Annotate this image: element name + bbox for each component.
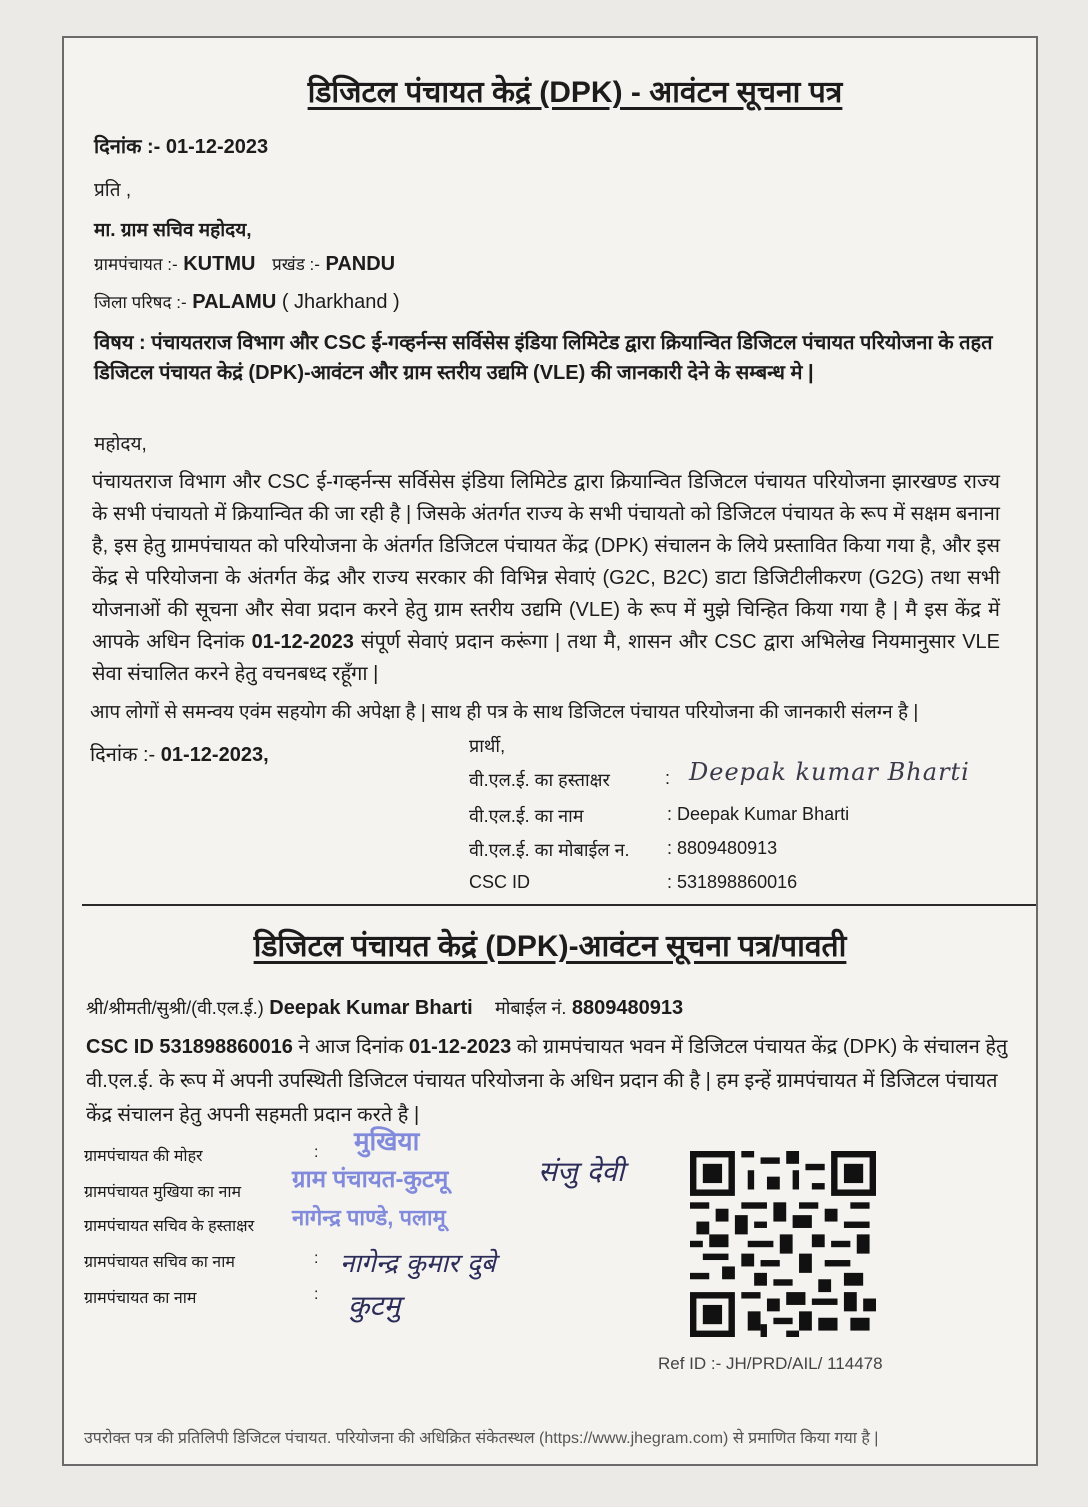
csc-id-row [469, 872, 798, 893]
panchayat-name-colon: : [314, 1286, 319, 1303]
date2-label: दिनांक :- [90, 744, 156, 766]
receipt-date: 01-12-2023 [408, 1036, 512, 1058]
section-divider [82, 904, 1036, 906]
csc-id-value: : 531898860016 [667, 872, 798, 892]
secretary-sign-label: ग्रामपंचायत सचिव के हस्ताक्षर [84, 1218, 255, 1235]
panchayat-label: ग्रामपंचायत :- [94, 255, 178, 274]
panchayat-name-label: ग्रामपंचायत का नाम [84, 1290, 197, 1307]
letter-date: दिनांक :- 01-12-2023 [94, 136, 269, 158]
district-line [94, 290, 400, 314]
stamp-secretary: नागेन्द्र पाण्डे, पलामू [292, 1205, 446, 1230]
reference-id: Ref ID :- JH/PRD/AIL/ 114478 [658, 1354, 883, 1373]
receipt-vle-line [86, 996, 683, 1020]
vle-sign-row [469, 758, 970, 792]
secretary-handwritten: नागेन्द्र कुमार दुबे [340, 1249, 496, 1279]
qr-code-icon [690, 1151, 876, 1337]
receipt-mobile-label: मोबाईल नं. [494, 998, 567, 1018]
receipt-csc-id: CSC ID 531898860016 [86, 1036, 293, 1058]
panchayat-value: KUTMU [183, 253, 256, 275]
vle-name-row [469, 804, 850, 828]
salutation: महोदय, [94, 434, 147, 455]
block-value: PANDU [325, 253, 396, 275]
vle-sign-colon: : [665, 768, 671, 788]
vle-name-label: वी.एल.ई. का नाम [469, 806, 584, 826]
applicant-label: प्रार्थी, [469, 736, 506, 756]
body-date: 01-12-2023 [251, 631, 354, 653]
district-label: जिला परिषद :- [94, 293, 187, 312]
date2-value: 01-12-2023, [160, 744, 269, 766]
panchayat-block-line [94, 252, 395, 276]
footer-note: उपरोक्त पत्र की प्रतिलिपी डिजिटल पंचायत. परियोजना की अधिक्रित संकेतस्थल (https://www.jhegram.com) से प्रमाणित किया गया है | [84, 1430, 879, 1447]
document-title: डिजिटल पंचायत केद्रं (DPK) - आवंटन सूचना पत्र [307, 76, 843, 109]
document-page [62, 36, 1038, 1466]
district-value: PALAMU [192, 291, 277, 313]
letter-to: प्रति , [94, 180, 132, 201]
vle-sign-label: वी.एल.ई. का हस्ताक्षर [469, 770, 610, 790]
vle-mobile-label: वी.एल.ई. का मोबाईल न. [469, 840, 630, 860]
addressee: मा. ग्राम सचिव महोदय, [94, 220, 252, 241]
date2-line [90, 740, 269, 767]
receipt-text2: को ग्रामपंचायत भवन में डिजिटल पंचायत केंद्र (DPK) के संचालन हेतु वी.एल.ई. के रूप में अपनी उपस्थिती डिजिटल पंचायत परियोजना के अधिन प्रदान की है | हम इन्हें ग्रामपंचायत में डिजिटल पंचायत केंद्र संचालन हेतु अपनी सहमती प्रदान करते है | [86, 1036, 1008, 1126]
closing-line: आप लोगों से समन्वय एवंम सहयोग की अपेक्षा है | साथ ही पत्र के साथ डिजिटल पंचायत परियोजना की जानकारी संलग्न है | [90, 702, 919, 723]
seal-label: ग्रामपंचायत की मोहर [84, 1148, 203, 1165]
vle-mobile-value: : 8809480913 [667, 838, 778, 858]
mukhiya-label: ग्रामपंचायत मुखिया का नाम [84, 1184, 242, 1201]
panchayat-handwritten: कुटमु [348, 1289, 401, 1322]
state-value: ( Jharkhand ) [281, 291, 400, 313]
body-part2: संपूर्ण सेवाएं प्रदान करूंगा | तथा मै, शासन और CSC द्वारा अभिलेख नियमानुसार VLE सेवा संचालित करने हेतु वचनबध्द रहूँगा | [92, 631, 1000, 685]
block-label: प्रखंड :- [272, 255, 320, 274]
vle-prefix: श्री/श्रीमती/सुश्री/(वी.एल.ई.) [86, 998, 264, 1018]
vle-name-value: : Deepak Kumar Bharti [667, 804, 850, 824]
receipt-text1: ने आज दिनांक [298, 1036, 404, 1058]
vle-signature: Deepak kumar Bharti [689, 758, 970, 786]
letter-subject: विषय : पंचायतराज विभाग और CSC ई-गव्हर्नन्स सर्विसेस इंडिया लिमिटेड द्वारा क्रियान्वित डिजिटल पंचायत परियोजना के तहत डिजिटल पंचायत केद्रं (DPK)-आवंटन और ग्राम स्तरीय उद्यमि (VLE) की जानकारी देने के सम्बन्ध मे | [94, 332, 993, 384]
body-part1: पंचायतराज विभाग और CSC ई-गव्हर्नन्स सर्विसेस इंडिया लिमिटेड द्वारा क्रियान्वित डिजिटल पंचायत परियोजना झारखण्ड राज्य के सभी पंचायतो में क्रियान्वित की जा रही है | जिसके अंतर्गत राज्य के सभी पंचायतो को डिजिटल पंचायत के रूप में सक्षम बनाना है, इस हेतु ग्रामपंचायत को परियोजना के अंतर्गत डिजिटल पंचायत केंद्र (DPK) संचालन के लिये प्रस्तावित किया गया है, और इस केंद्र से परियोजना के अंतर्गत केंद्र और राज्य सरकार की विभिन्न सेवाएं (G2C, B2C) डाटा डिजिटीलीकरण (G2G) तथा सभी योजनाओं की सूचना और सेवा प्रदान करने हेतु ग्राम स्तरीय उद्यमि (VLE) के रूप में मुझे चिन्हित किया गया है | मै इस केंद्र में आपके अधिन दिनांक [92, 471, 1000, 653]
mukhiya-handwritten: संजु देवी [538, 1155, 625, 1188]
letter-body [92, 466, 1000, 690]
receipt-vle-name: Deepak Kumar Bharti [269, 997, 473, 1019]
seal-colon: : [314, 1144, 319, 1161]
secretary-name-colon: : [314, 1250, 319, 1267]
vle-mobile-row [469, 838, 778, 862]
receipt-title: डिजिटल पंचायत केद्रं (DPK)-आवंटन सूचना पत्र/पावती [253, 930, 847, 963]
stamp-mukhiya: मुखिया [354, 1126, 420, 1156]
receipt-body [86, 1030, 1016, 1132]
stamp-panchayat: ग्राम पंचायत-कुटमू [292, 1166, 449, 1193]
csc-id-label: CSC ID [469, 872, 531, 892]
receipt-mobile-value: 8809480913 [571, 997, 684, 1019]
secretary-name-label: ग्रामपंचायत सचिव का नाम [84, 1254, 235, 1271]
